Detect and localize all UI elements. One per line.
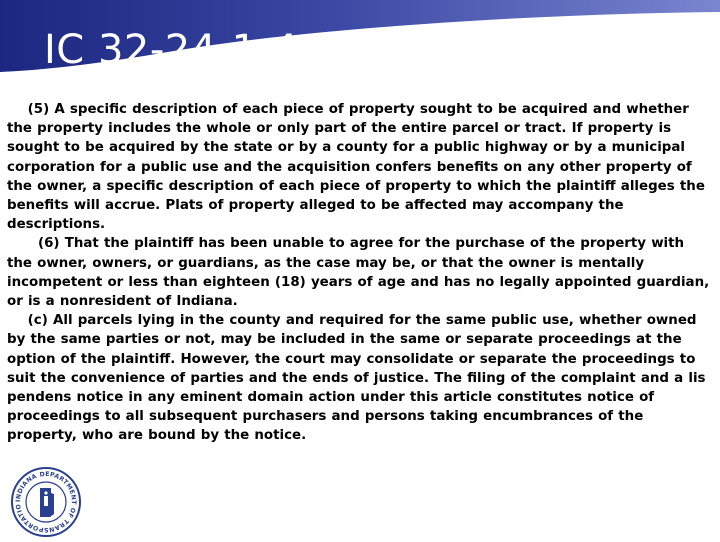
paragraph-6-text: (6) That the plaintiff has been unable to agree for the purchase of the property with the owner, owners, or guardians, as the case may be, or that the owner is mentally incompetent or less than eighteen (18) years of age and has no legally appointed guardian, or is a nonresident of Indiana. xyxy=(7,236,710,310)
paragraph-6 xyxy=(7,234,711,311)
paragraph-c xyxy=(7,311,711,445)
indot-seal-icon xyxy=(10,466,82,538)
paragraph-5 xyxy=(7,100,711,234)
paragraph-5-text: (5) A specific description of each piece of property sought to be acquired and whether the property includes the whole or only part of the entire parcel or tract. If property is sought to be acquired by the state or by a county for a public highway or by a municipal corporation for a public use and the acquisition confers benefits on any other property of the owner, a specific description of each piece of property to which the plaintiff alleges the benefits will accrue. Plats of property alleged to be affected may accompany the descriptions. xyxy=(7,102,705,233)
seal-text: INDIANA DEPARTMENT OF TRANSPORTATIO xyxy=(14,470,78,534)
paragraph-c-text: (c) All parcels lying in the county and required for the same public use, whether owned by the same parties or not, may be included in the same or separate proceedings at the option of the plaintiff. However, the court may consolidate or separate the proceedings to suit the convenience of parties and the ends of justice. The filing of the complaint and a lis pendens notice in any eminent domain action under this article constitutes notice of proceedings to all subsequent purchasers and persons taking encumbrances of the property, who are bound by the notice. xyxy=(7,313,706,444)
slide-title: IC 32-24-1-4 Continues… xyxy=(44,27,558,73)
body-text xyxy=(7,100,711,446)
header-bar xyxy=(0,0,720,78)
